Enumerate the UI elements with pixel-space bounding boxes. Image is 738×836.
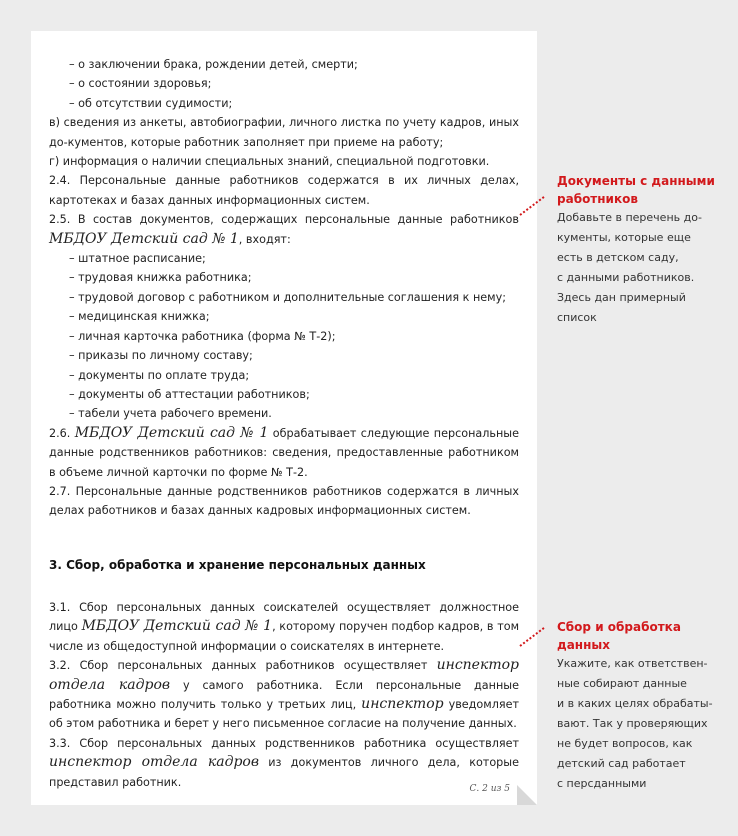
list-item: – табели учета рабочего времени. — [49, 404, 519, 423]
list-item: – трудовая книжка работника; — [49, 268, 519, 287]
role-placeholder: инспектор отдела кадров — [49, 657, 519, 693]
list-item: – штатное расписание; — [49, 249, 519, 268]
list-item: – медицинская книжка; — [49, 307, 519, 326]
list-item: – о заключении брака, рождении детей, смерти; — [49, 55, 519, 74]
paragraph-text: , которому поручен подбор кадров, в том числе из общедоступной информации о соискателях в интернете. — [49, 620, 520, 653]
page-corner-fold — [517, 785, 537, 805]
paragraph-text: уведомляет об этом работника и берет у него письменное согласие на получение данных. — [49, 698, 519, 731]
section-3-title: 3. Сбор, обработка и хранение персональных данных — [49, 558, 426, 572]
margin-note-collection — [557, 618, 722, 794]
org-name-placeholder: МБДОУ Детский сад № 1 — [74, 424, 269, 441]
list-item: – личная карточка работника (форма № Т-2); — [49, 327, 519, 346]
paragraph-2-5 — [49, 210, 519, 249]
note-title: Сбор и обработка данных — [557, 620, 681, 652]
org-name-placeholder: МБДОУ Детский сад № 1 — [81, 618, 273, 635]
paragraph-2-7: 2.7. Персональные данные родственников работников содержатся в личных делах работников и базах данных кадровых информационных систем. — [49, 484, 519, 518]
paragraph-text: 2.6. — [49, 426, 75, 440]
paragraph-text: обрабатывает следующие персональные данные родственников работников: сведения, предоставленные работником в объеме личной карточки по форме № Т-2. — [49, 426, 520, 479]
paragraph-v: в) сведения из анкеты, автобиографии, личного листка по учету кадров, иных до-кументов, которые работник заполняет при приеме на работу; — [49, 116, 519, 149]
paragraph-text: , входят: — [238, 232, 291, 246]
paragraph-3-1 — [49, 598, 519, 656]
paragraph-g: г) информация о наличии специальных знаний, специальной подготовки. — [49, 155, 490, 169]
list-item: – документы по оплате труда; — [49, 366, 519, 385]
paragraph-2-6 — [49, 424, 519, 482]
list-item: – приказы по личному составу; — [49, 346, 519, 365]
note-title: Документы с данными работников — [557, 174, 715, 206]
section-3-body — [49, 598, 519, 792]
paragraph-text: 3.1. Сбор персональных данных соискателей осуществляет должностное лицо — [49, 601, 519, 634]
paragraph-3-2 — [49, 656, 519, 734]
document-body — [49, 55, 519, 521]
paragraph-text: у самого работника. Если персональные данные работника можно получить только у третьих лиц, — [49, 678, 519, 712]
paragraph-text: 3.2. Сбор персональных данных работников осуществляет — [49, 659, 437, 673]
list-item: – трудовой договор с работником и дополнительные соглашения к нему; — [49, 288, 519, 307]
paragraph-text: из документов личного дела, которые представил работник. — [49, 756, 519, 789]
paragraph-text: 2.5. В состав документов, содержащих персональные данные работников — [49, 213, 519, 227]
margin-note-documents — [557, 172, 722, 328]
paragraph-2-4: 2.4. Персональные данные работников содержатся в их личных делах, картотеках и базах данных информационных систем. — [49, 174, 519, 207]
note-body: Укажите, как ответствен- ные собирают данные и в каких целях обрабаты- вают. Так у проверяющих не будет вопросов, как детский сад работает с персданными — [557, 657, 713, 790]
note-body: Добавьте в перечень до- кументы, которые еще есть в детском саду, с данными работников. Здесь дан примерный список — [557, 211, 702, 324]
list-item: – о состоянии здоровья; — [49, 74, 519, 93]
page-number: С. 2 из 5 — [469, 784, 510, 794]
list-item: – об отсутствии судимости; — [49, 94, 519, 113]
list-item: – документы об аттестации работников; — [49, 385, 519, 404]
org-name-placeholder: МБДОУ Детский сад № 1 — [49, 230, 239, 247]
role-placeholder: инспектор отдела кадров — [49, 754, 259, 771]
role-placeholder: инспектор — [361, 696, 444, 713]
paragraph-text: 3.3. Сбор персональных данных родственников работника осуществляет — [49, 736, 519, 750]
